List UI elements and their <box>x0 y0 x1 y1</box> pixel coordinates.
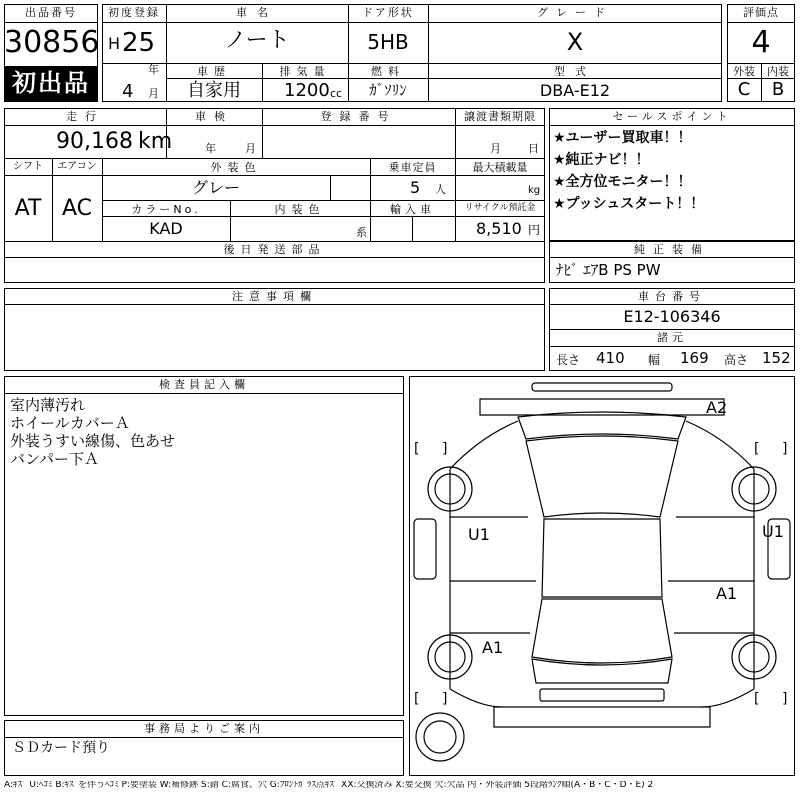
max-load-label: 最大積載量 <box>472 161 528 174</box>
office-label: 事務局よりご案内 <box>144 722 264 735</box>
model-code: DBA-E12 <box>539 81 611 100</box>
car-outline <box>410 377 794 775</box>
seats: 5 <box>410 178 421 197</box>
fuel-label: 燃料 <box>371 65 405 78</box>
door-type: 5HB <box>367 30 409 54</box>
interior-color-suffix: 系 <box>356 226 367 239</box>
first-listing-badge: 初出品 <box>5 66 97 101</box>
sales-points-label: セールスポイント <box>612 110 732 123</box>
inspection-year-unit: 年 <box>205 142 216 155</box>
seats-unit: 人 <box>435 183 446 196</box>
displacement: 1200 <box>284 80 330 101</box>
damage-mark-left-door: U1 <box>468 525 490 544</box>
seats-label: 乗車定員 <box>388 161 437 174</box>
svg-text:[: [ <box>754 691 760 707</box>
ac-label: エアコン <box>57 161 97 172</box>
sales-point-item: ★ユーザー買取車！！ <box>553 130 692 146</box>
recycle-label: リサイクル預託金 <box>464 203 536 213</box>
svg-text:[: [ <box>754 441 760 457</box>
recycle-unit: 円 <box>528 223 541 237</box>
damage-legend: A:ｷｽﾞ U:ﾍｺﾐ B:ｷｽﾞを伴うﾍｺﾐ P:要塗装 W:補修跡 S:錆 C:腐食、穴 G:ﾌﾛﾝﾄｶﾞﾗｽ点ｷｽﾞ XX:交換済み X:要交換 欠:欠品 内・外装評価 5段階ﾗﾝｸ順(A・B・C・D・E) 2 <box>4 781 654 790</box>
length-label: 長さ <box>556 353 581 367</box>
damage-diagram <box>409 376 795 776</box>
plate-label: 登録番号 <box>320 110 397 123</box>
recycle-fee: 8,510 <box>476 219 522 238</box>
damage-mark-right-rear-door: A1 <box>716 584 738 603</box>
notes-label: 注意事項欄 <box>232 290 317 303</box>
grade: X <box>566 28 584 56</box>
shift-label: シフト <box>13 161 43 172</box>
exterior-color: グレー <box>191 178 240 197</box>
transfer-day-unit: 日 <box>528 142 539 155</box>
damage-mark-left-rear: A1 <box>482 638 504 657</box>
ac: AC <box>61 196 93 221</box>
svg-text:]: ] <box>442 441 448 457</box>
inspection-month-unit: 月 <box>245 142 256 155</box>
score-label: 評価点 <box>743 6 779 19</box>
history-label: 車歴 <box>197 65 231 78</box>
svg-text:]: ] <box>782 441 788 457</box>
dimensions-label: 諸元 <box>657 331 687 344</box>
sales-point-item: ★全方位モニター！！ <box>553 174 692 190</box>
inspector-note: 外装うすい線傷、色あせ <box>10 432 176 450</box>
score: 4 <box>751 25 771 60</box>
registration-month: 4 <box>122 81 134 102</box>
exterior-grade-label: 外装 <box>733 65 755 78</box>
shift: AT <box>14 196 42 221</box>
mileage: 90,168 <box>56 129 133 154</box>
mileage-label: 走行 <box>66 110 104 123</box>
history: 自家用 <box>187 80 241 101</box>
color-no-label: カラーNo. <box>131 203 201 216</box>
length: 410 <box>596 349 625 367</box>
chassis-label: 車台番号 <box>638 290 706 303</box>
door-label: ドア形状 <box>362 6 414 19</box>
later-parts-label: 後日発送部品 <box>223 243 326 256</box>
registration-year-unit: 年 <box>148 63 159 76</box>
color-no: KAD <box>149 219 183 238</box>
sales-point-item: ★純正ナビ！！ <box>553 152 650 168</box>
height-label: 高さ <box>724 353 749 367</box>
mileage-unit: km <box>138 129 173 154</box>
width-label: 幅 <box>648 353 661 367</box>
equipment-value: ﾅﾋﾞ ｴｱB PS PW <box>556 261 661 279</box>
chassis-number: E12-106346 <box>623 307 721 326</box>
svg-text:]: ] <box>782 691 788 707</box>
inspector-note: バンパー下Ａ <box>10 450 99 468</box>
interior-grade-label: 内装 <box>767 65 789 78</box>
lot-number-label: 出品番号 <box>25 6 77 19</box>
svg-text:]: ] <box>442 691 448 707</box>
height: 152 <box>762 349 791 367</box>
svg-text:[: [ <box>414 691 420 707</box>
first-registration-label: 初度登録 <box>108 6 160 19</box>
inspector-note: 室内薄汚れ <box>10 396 86 414</box>
car-name-label: 車名 <box>236 6 278 19</box>
interior-color-label: 内装色 <box>274 203 326 216</box>
transfer-month-unit: 月 <box>490 142 501 155</box>
registration-era: H <box>108 34 121 53</box>
lot-number: 30856 <box>4 25 100 60</box>
interior-grade: B <box>771 79 785 100</box>
grade-label: グレード <box>537 6 613 19</box>
car-name: ノート <box>224 28 290 53</box>
inspector-label: 検査員記入欄 <box>159 378 249 391</box>
transfer-deadline-label: 譲渡書類期限 <box>464 110 536 123</box>
displacement-unit: cc <box>330 87 343 100</box>
sales-point-item: ★プッシュスタート！！ <box>553 196 705 212</box>
damage-mark-right-mirror: U1 <box>762 522 784 541</box>
office-note: ＳＤカード預り <box>12 740 110 756</box>
model-label: 型式 <box>554 65 596 78</box>
svg-text:[: [ <box>414 441 420 457</box>
fuel: ｶﾞｿﾘﾝ <box>369 81 407 99</box>
exterior-color-label: 外装色 <box>210 161 262 174</box>
damage-mark-front-bumper: A2 <box>706 398 728 417</box>
registration-month-unit: 月 <box>148 87 159 100</box>
displacement-label: 排気量 <box>279 65 331 78</box>
registration-year: 25 <box>122 28 156 58</box>
inspection-label: 車検 <box>195 110 233 123</box>
inspector-note: ホイールカバーＡ <box>10 414 130 432</box>
width: 169 <box>680 349 709 367</box>
import-label: 輸入車 <box>390 203 435 216</box>
max-load-unit: kg <box>528 185 541 196</box>
equipment-label: 純正装備 <box>634 243 710 256</box>
exterior-grade: C <box>737 79 751 100</box>
